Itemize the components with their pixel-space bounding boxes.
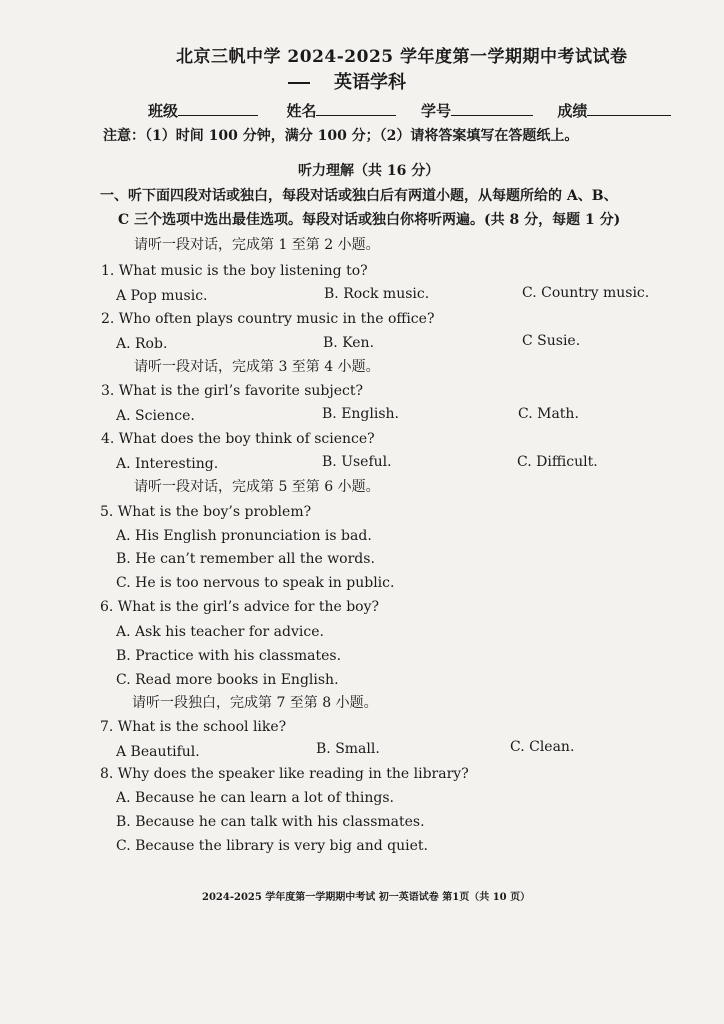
q7-option-a[interactable]: A Beautiful. bbox=[116, 744, 200, 760]
question-2: 2. Who often plays country music in the office? bbox=[101, 311, 435, 327]
student-info-fields bbox=[148, 101, 671, 121]
q1-option-c[interactable]: C. Country music. bbox=[522, 285, 650, 301]
q8-option-a[interactable]: A. Because he can learn a lot of things. bbox=[116, 790, 394, 806]
question-3: 3. What is the girl’s favorite subject? bbox=[101, 383, 363, 399]
name-blank[interactable] bbox=[316, 101, 396, 116]
question-5: 5. What is the boy’s problem? bbox=[100, 504, 312, 520]
q8-option-b[interactable]: B. Because he can talk with his classmates. bbox=[116, 814, 425, 830]
q3-option-a[interactable]: A. Science. bbox=[116, 408, 195, 424]
name-label: 姓名 bbox=[286, 102, 317, 120]
q4-option-c[interactable]: C. Difficult. bbox=[517, 454, 598, 470]
section-instruction-2: C 三个选项中选出最佳选项。每段对话或独白你将听两遍。(共 8 分，每题 1 分) bbox=[118, 212, 621, 228]
q6-option-b[interactable]: B. Practice with his classmates. bbox=[116, 648, 342, 664]
question-1: 1. What music is the boy listening to? bbox=[101, 263, 368, 279]
q5-option-c[interactable]: C. He is too nervous to speak in public. bbox=[116, 575, 395, 591]
group-instruction-1: 请听一段对话，完成第 1 至第 2 小题。 bbox=[134, 237, 380, 253]
q1-option-a[interactable]: A Pop music. bbox=[116, 288, 208, 304]
question-4: 4. What does the boy think of science? bbox=[101, 431, 375, 447]
score-blank[interactable] bbox=[587, 101, 671, 116]
q7-option-c[interactable]: C. Clean. bbox=[510, 739, 575, 755]
student-id-label: 学号 bbox=[420, 102, 451, 120]
q3-option-c[interactable]: C. Math. bbox=[518, 406, 579, 422]
q3-option-b[interactable]: B. English. bbox=[322, 406, 399, 422]
title-dash bbox=[288, 82, 310, 84]
q1-option-b[interactable]: B. Rock music. bbox=[324, 286, 430, 302]
student-id-blank[interactable] bbox=[451, 101, 533, 116]
group-instruction-2: 请听一段对话，完成第 3 至第 4 小题。 bbox=[134, 359, 380, 375]
q6-option-c[interactable]: C. Read more books in English. bbox=[116, 672, 339, 688]
question-7: 7. What is the school like? bbox=[100, 719, 287, 735]
q7-option-b[interactable]: B. Small. bbox=[316, 741, 380, 757]
q5-option-b[interactable]: B. He can’t remember all the words. bbox=[116, 551, 375, 567]
section-heading: 听力理解（共 16 分） bbox=[298, 163, 440, 179]
question-6: 6. What is the girl’s advice for the boy? bbox=[100, 599, 380, 615]
q2-option-c[interactable]: C Susie. bbox=[522, 333, 581, 349]
score-label: 成绩 bbox=[557, 102, 588, 120]
q2-option-b[interactable]: B. Ken. bbox=[323, 335, 375, 351]
q4-option-b[interactable]: B. Useful. bbox=[322, 454, 392, 470]
class-label: 班级 bbox=[148, 102, 179, 120]
exam-notice: 注意：（1）时间 100 分钟，满分 100 分；（2）请将答案填写在答题纸上。 bbox=[103, 128, 579, 144]
q5-option-a[interactable]: A. His English pronunciation is bad. bbox=[116, 528, 372, 544]
q4-option-a[interactable]: A. Interesting. bbox=[116, 456, 219, 472]
q6-option-a[interactable]: A. Ask his teacher for advice. bbox=[116, 624, 324, 640]
exam-subject bbox=[288, 74, 406, 92]
exam-title: 北京三帆中学 2024-2025 学年度第一学期期中考试试卷 bbox=[176, 47, 628, 67]
subject-label: 英语学科 bbox=[334, 72, 406, 93]
q2-option-a[interactable]: A. Rob. bbox=[116, 336, 168, 352]
question-8: 8. Why does the speaker like reading in the library? bbox=[100, 766, 469, 782]
q8-option-c[interactable]: C. Because the library is very big and quiet. bbox=[116, 838, 428, 854]
section-instruction-1: 一、听下面四段对话或独白，每段对话或独白后有两道小题，从每题所给的 A、B、 bbox=[100, 188, 618, 204]
page-footer: 2024-2025 学年度第一学期期中考试 初一英语试卷 第1页（共 10 页） bbox=[202, 892, 531, 903]
group-instruction-3: 请听一段对话，完成第 5 至第 6 小题。 bbox=[134, 479, 380, 495]
group-instruction-4: 请听一段独白，完成第 7 至第 8 小题。 bbox=[132, 695, 378, 711]
class-blank[interactable] bbox=[178, 101, 258, 116]
